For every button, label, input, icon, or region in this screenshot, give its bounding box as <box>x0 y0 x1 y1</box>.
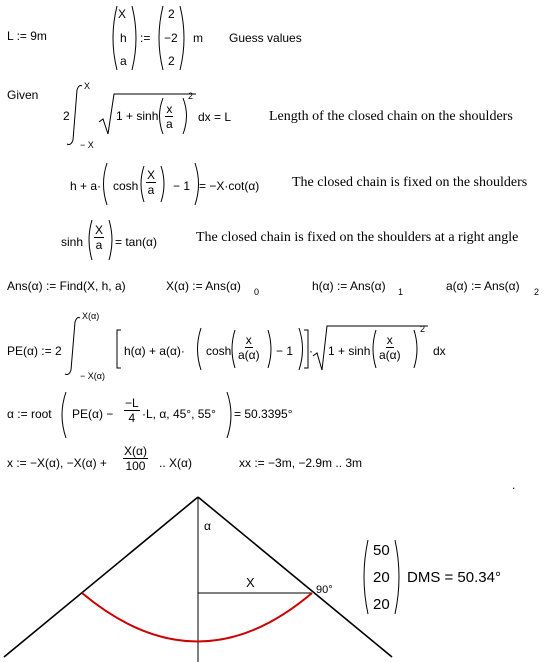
dms-minutes: 20 <box>373 569 390 586</box>
a-of-alpha-definition[interactable]: a(α) := Ans(α) <box>446 279 520 293</box>
alpha-root-numerator: −L <box>125 396 139 410</box>
guess-values-label: Guess values <box>229 31 302 45</box>
guess-var-a: a <box>120 54 127 68</box>
given-keyword: Given <box>7 88 39 102</box>
pe-bracket-prefix: h(α) + a(α)· <box>124 344 185 358</box>
integral-coefficient: 2 <box>63 109 70 123</box>
pe-sqrt-argument: 1 + sinh <box>328 344 371 358</box>
eq2-denominator: a <box>147 183 155 197</box>
eq2-rhs: = −X·cot(α) <box>199 179 260 193</box>
pe-minus-one: − 1 <box>276 344 294 358</box>
x-range-denominator: 100 <box>125 459 146 473</box>
right-angle-label: 90° <box>316 584 333 596</box>
a-index: 2 <box>534 287 540 297</box>
eq3-description: The closed chain is fixed on the shoulders at a right angle <box>196 230 519 245</box>
pe-lhs[interactable]: PE(α) := 2 <box>7 344 62 358</box>
alpha-root-lhs[interactable]: α := root <box>7 407 52 421</box>
h-index: 1 <box>398 287 404 297</box>
dms-degrees: 50 <box>373 542 390 559</box>
sqrt-argument: 1 + sinh <box>116 109 159 123</box>
stray-dot: . <box>512 478 516 492</box>
x-index: 0 <box>254 287 260 297</box>
guess-var-x: X <box>118 7 127 21</box>
guess-value-x[interactable]: 2 <box>168 7 175 21</box>
pe-lower-limit: − X(α) <box>80 371 105 381</box>
assign-operator: := <box>140 31 151 45</box>
pe-dx: dx <box>433 344 446 358</box>
alpha-root-args: ·L, α, 45°, 55° <box>142 407 216 421</box>
alpha-root-inner: PE(α) − <box>72 407 114 421</box>
guess-value-a[interactable]: 2 <box>168 54 175 68</box>
find-definition[interactable]: Ans(α) := Find(X, h, a) <box>7 279 126 293</box>
pe-square-exponent: 2 <box>420 324 426 334</box>
integral-tail: dx = L <box>198 110 232 124</box>
xx-range-definition[interactable]: xx := −3m, −2.9m .. 3m <box>239 456 363 470</box>
pe-fraction-2-numerator: x <box>386 333 393 347</box>
eq3-numerator: X <box>95 223 104 237</box>
l-definition[interactable]: L := 9m <box>7 29 47 43</box>
alpha-result: = 50.3395° <box>234 407 293 421</box>
x-range-end: .. X(α) <box>159 456 192 470</box>
eq3-rhs: = tan(α) <box>115 235 157 249</box>
pe-cosh: cosh <box>206 344 232 358</box>
x-of-alpha-definition[interactable]: X(α) := Ans(α) <box>166 279 241 293</box>
square-exponent: 2 <box>188 91 194 101</box>
alpha-angle-label: α <box>204 519 211 533</box>
x-range-definition[interactable]: x := −X(α), −X(α) + <box>7 456 107 470</box>
pe-fraction-1-numerator: x <box>245 333 252 347</box>
dms-label: DMS = 50.34° <box>407 569 501 586</box>
x-distance-label: X <box>246 575 255 590</box>
eq2-cosh: cosh <box>113 179 139 193</box>
fraction-denominator: a <box>166 117 173 131</box>
guess-var-h: h <box>120 31 127 45</box>
guess-value-h[interactable]: −2 <box>164 31 178 45</box>
arc-length-description: Length of the closed chain on the shoulders <box>269 109 513 124</box>
eq2-description: The closed chain is fixed on the shoulders <box>292 175 528 190</box>
pe-fraction-1-denominator: a(α) <box>238 348 260 362</box>
eq3-denominator: a <box>95 238 103 252</box>
eq3-prefix: sinh <box>61 235 84 249</box>
eq2-prefix: h + a· <box>70 179 102 193</box>
alpha-root-denominator: 4 <box>128 411 136 425</box>
pe-fraction-2-denominator: a(α) <box>379 348 401 362</box>
integral-lower-limit: − X <box>80 140 94 150</box>
pe-product-dot: · <box>309 344 313 358</box>
eq2-numerator: X <box>147 168 156 182</box>
x-range-numerator: X(α) <box>124 444 147 458</box>
guess-unit: m <box>193 31 203 45</box>
h-of-alpha-definition[interactable]: h(α) := Ans(α) <box>312 279 386 293</box>
eq2-minus-one: − 1 <box>173 179 191 193</box>
dms-seconds: 20 <box>373 596 390 613</box>
fraction-numerator: x <box>166 102 173 116</box>
integral-upper-limit: X <box>84 81 91 91</box>
pe-upper-limit: X(α) <box>82 311 100 321</box>
